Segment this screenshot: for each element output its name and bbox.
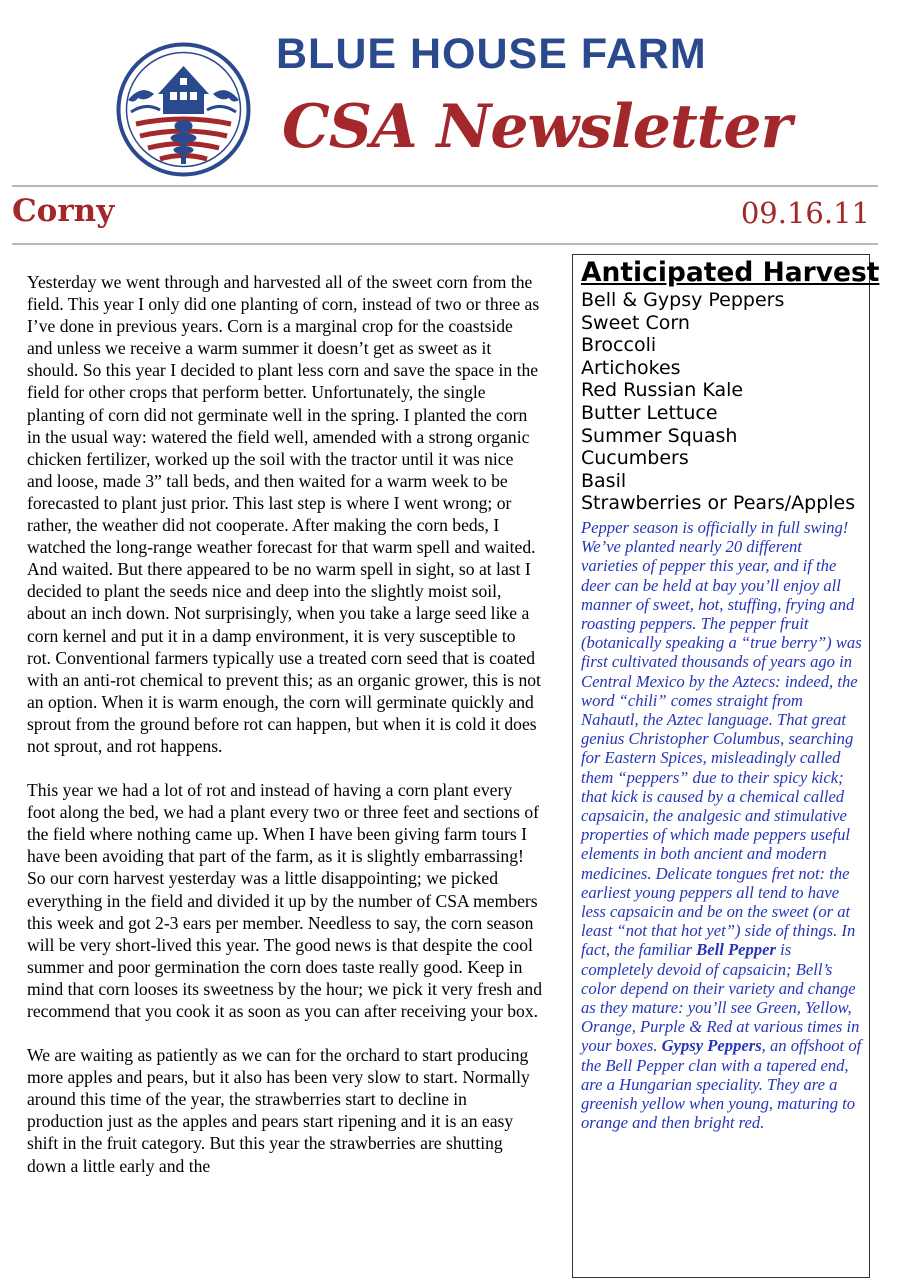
harvest-item: Summer Squash: [581, 424, 738, 447]
article-paragraph: Yesterday we went through and harvested all of the sweet corn from the field. This year I only did one planting of corn, instead of two or three as I’ve done in previous years. Corn is a marginal crop for the coastside and unless we receive a warm summer it doesn’t get as sweet as it should. So this year I decided to plant less corn and save the space in the field for other crops that perform better. Unfortunately, the single planting of corn did not germinate well in the spring. I planted the corn in the usual way: watered the field well, amended with a strong organic chicken fertilizer, worked up the soil with the tractor until it was nice and loose, made 3” tall beds, and then waited for a warm week to be forecasted to plant just prior. This last step is where I went wrong; or rather, the weather did not cooperate. After making the corn beds, I watched the long-range weather forecast for that warm spell and waited. And waited. But there appeared to be no warm spell in sight, so at last I decided to plant the seeds nice and deep into the slightly moist soil, about an inch down. Not surprisingly, when you take a large seed like a corn kernel and put it in a damp environment, it is very susceptible to rot. Conventional farmers typically use a treated corn seed that is coated with an anti-rot chemical to prevent this; as an organic grower, this is not an option. When it is warm enough, the corn will germinate quickly and sprout from the ground before rot can happen, but when it is cold it does not sprout, and rot happens.: [27, 272, 541, 756]
newsletter-title: CSA Newsletter: [282, 92, 792, 162]
farm-name: BLUE HOUSE FARM: [276, 30, 707, 78]
pepper-note-text: Pepper season is officially in full swing! We’ve planted nearly 20 different varieties of pepper this year, and if the deer can be held at bay you’ll enjoy all manner of sweet, hot, stuffing, frying and roasting peppers. The pepper fruit (botanically speaking a “true berry”) was first cultivated thousands of years ago in Central Mexico by the Aztecs: indeed, the word “chili” comes straight from Nahautl, the Aztec language. That great genius Christopher Columbus, searching for Eastern Spices, misleadingly called them “peppers” due to their spicy kick; that kick is caused by a chemical called capsaicin, the analgesic and stimulative properties of which made peppers useful elements in both ancient and modern medicines. Delicate tongues fret not: the earliest young peppers all tend to have less capsaicin and be on the sweet (or at least “not that hot yet”) side of things. In fact, the familiar: [581, 517, 862, 960]
harvest-item: Artichokes: [581, 356, 681, 379]
farm-logo-icon: [116, 42, 251, 177]
article-paragraph: We are waiting as patiently as we can for the orchard to start producing more apples and pears, but it also has been very slow to start. Normally around this time of the year, the strawberries start to decline in production just as the apples and pears start ripening and it is an easy shift in the fruit category. But this year the strawberries are shutting down a little early and the: [27, 1045, 530, 1176]
divider-bottom: [12, 243, 878, 245]
bell-pepper-label: Bell Pepper: [696, 940, 776, 960]
issue-title: Corny: [12, 193, 115, 229]
pepper-note-text: , an offshoot of the Bell Pepper clan with a tapered end, are a Hungarian speciality. They are a greenish yellow when young, maturing to orange and then bright red.: [581, 1036, 862, 1133]
article-paragraph: This year we had a lot of rot and instead of having a corn plant every foot along the bed, we had a plant every two or three feet and sections of the field where nothing came up. When I have been giving farm tours I have been avoiding that part of the farm, as it is slightly embarrassing! So our corn harvest yesterday was a little disappointing; we picked everything in the field and divided it up by the number of CSA members this week and got 2-3 ears per member. Needless to say, the corn season will be very short-lived this year. The good news is that despite the cool summer and poor germination the corn does taste really good. Keep in mind that corn looses its sweetness by the hour; we pick it very fresh and recommend that you cook it as soon as you can after receiving your box.: [27, 780, 542, 1021]
pepper-note-text: is completely devoid of capsaicin; Bell’s color depend on their variety and change as they mature: you’ll see Green, Yellow, Orange, Purple & Red at various times in your boxes.: [581, 940, 860, 1056]
harvest-item: Sweet Corn: [581, 311, 690, 334]
harvest-item: Cucumbers: [581, 447, 689, 470]
gypsy-peppers-label: Gypsy Peppers: [661, 1036, 762, 1056]
pepper-note: [581, 518, 869, 1133]
article-body: [27, 271, 542, 1199]
harvest-item: Butter Lettuce: [581, 401, 718, 424]
harvest-item: Strawberries or Pears/Apples: [581, 492, 856, 515]
harvest-item: Broccoli: [581, 334, 657, 357]
harvest-item: Basil: [581, 469, 627, 492]
anticipated-harvest-box: [572, 254, 880, 1278]
harvest-item: Bell & Gypsy Peppers: [581, 289, 785, 311]
masthead: [0, 0, 913, 185]
harvest-heading: Anticipated Harvest: [581, 257, 880, 288]
harvest-item: Red Russian Kale: [581, 379, 744, 402]
issue-date: 09.16.11: [740, 196, 870, 230]
divider-top: [12, 185, 878, 187]
harvest-list: [581, 289, 869, 515]
